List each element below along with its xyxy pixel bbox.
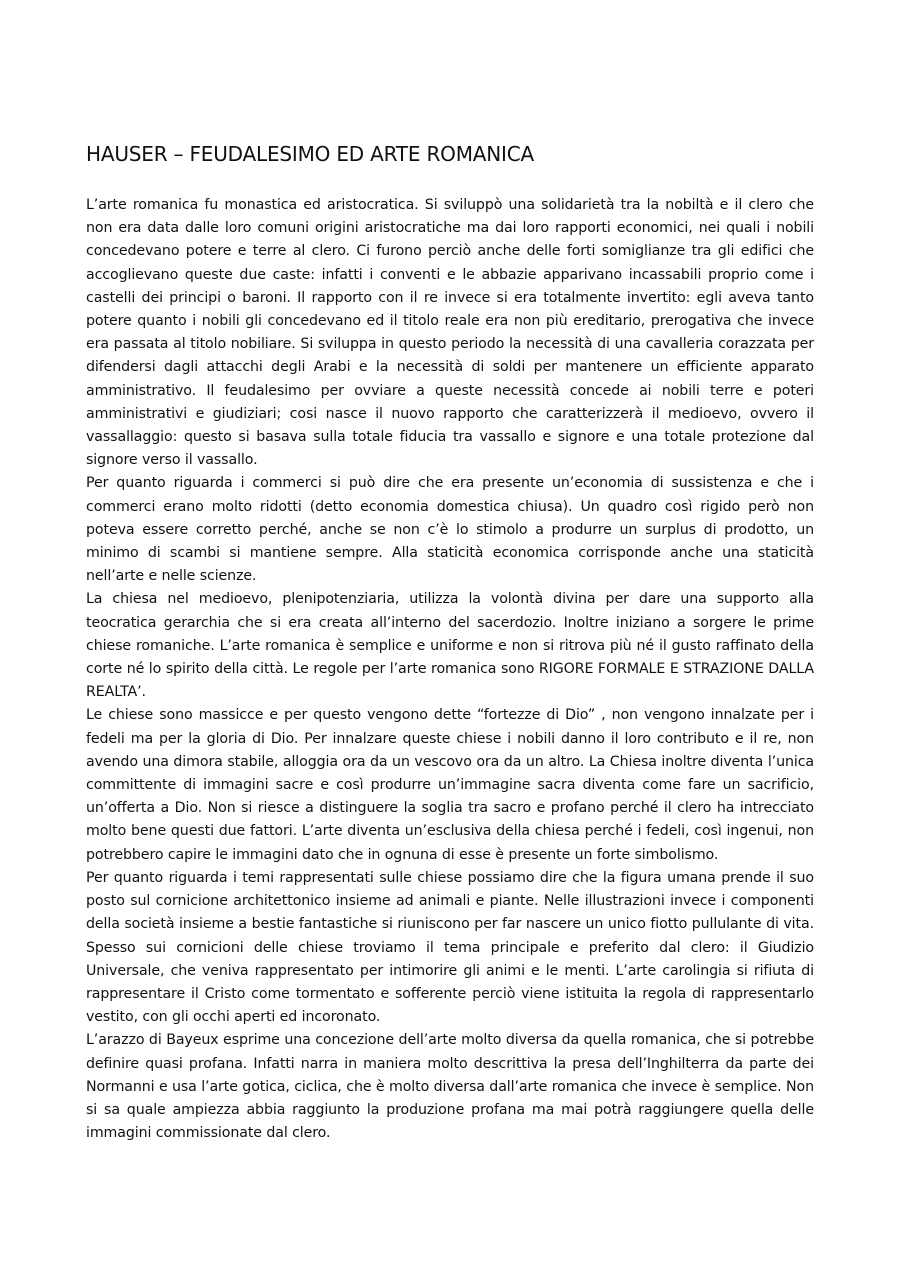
paragraph-churches-fortresses: Le chiese sono massicce e per questo vengono dette “fortezze di Dio” , non vengono innalzate per i fedeli ma per la gloria di Dio. Per innalzare queste chiese i nobili danno il loro contributo e il re, non avendo una dimora stabile, alloggia ora da un vescovo ora da un altro. La Chiesa inoltre diventa l’unica committente di immagini sacre e così produrre un’immagine sacra diventa come fare un sacrificio, un’offerta a Dio. Non si riesce a distinguere la soglia tra sacro e profano perché il clero ha intrecciato molto bene questi due fattori. L’arte diventa un’esclusiva della chiesa perché i fedeli, così ingenui, non potrebbero capire le immagini dato che in ognuna di esse è presente un forte simbolismo. [86, 707, 814, 863]
paragraph-commerce: Per quanto riguarda i commerci si può dire che era presente un’economia di sussistenza e che i commerci erano molto ridotti (detto economia domestica chiusa). Un quadro così rigido però non poteva essere corretto perché, anche se non c’è lo stimolo a produrre un surplus di prodotto, un minimo di scambi si mantiene sempre. Alla staticità economica corrisponde anche una staticità nell’arte e nelle scienze. [86, 475, 814, 585]
paragraph-church-medieval: La chiesa nel medioevo, plenipotenziaria, utilizza la volontà divina per dare una supporto alla teocratica gerarchia che si era creata all’interno del sacerdozio. Inoltre iniziano a sorgere le prime chiese romaniche. L’arte romanica è semplice e uniforme e non si ritrova più né il gusto raffinato della corte né lo spirito della città. Le regole per l’arte romanica sono RIGORE FORMALE E STRAZIONE DALLA REALTA’. [86, 591, 814, 701]
paragraph-bayeux-tapestry: L’arazzo di Bayeux esprime una concezione dell’arte molto diversa da quella romanica, che si potrebbe definire quasi profana. Infatti narra in maniera molto descrittiva la presa dell’Inghilterra da parte dei Normanni e usa l’arte gotica, ciclica, che è molto diversa dall’arte romanica che invece è semplice. Non si sa quale ampiezza abbia raggiunto la produzione profana ma mai potrà raggiungere quella delle immagini commissionate dal clero. [86, 1032, 814, 1142]
paragraph-themes: Per quanto riguarda i temi rappresentati sulle chiese possiamo dire che la figura umana prende il suo posto sul cornicione architettonico insieme ad animali e piante. Nelle illustrazioni invece i componenti della società insieme a bestie fantastiche si riuniscono per far nascere un unico fiotto pullulante di vita. Spesso sui cornicioni delle chiese troviamo il tema principale e preferito dal clero: il Giudizio Universale, che veniva rappresentato per intimorire gli animi e le menti. L’arte carolingia si rifiuta di rappresentare il Cristo come tormentato e sofferente perciò viene istituita la regola di rappresentarlo vestito, con gli occhi aperti ed incoronato. [86, 869, 814, 1026]
document-title: HAUSER – FEUDALESIMO ED ARTE ROMANICA [86, 142, 534, 166]
paragraph-feudal-aristocracy: L’arte romanica fu monastica ed aristocratica. Si sviluppò una solidarietà tra la nobiltà e il clero che non era data dalle loro comuni origini aristocratiche ma dai loro rapporti economici, nei quali i nobili concedevano potere e terre al clero. Ci furono perciò anche delle forti somiglianze tra gli edifici che accoglievano queste due caste: infatti i conventi e le abbazie apparivano incassabili proprio come i castelli dei principi o baroni. Il rapporto con il re invece si era totalmente invertito: egli aveva tanto potere quanto i nobili gli concedevano ed il titolo reale era non più ereditario, prerogativa che invece era passata al titolo nobiliare. Si sviluppa in questo periodo la necessità di una cavalleria corazzata per difendersi dagli attacchi degli Arabi e la necessità di soldi per mantenere un efficiente apparato amministrativo. Il feudalesimo per ovviare a queste necessità concede ai nobili terre e poteri amministrativi e giudiziari; cosi nasce il nuovo rapporto che caratterizzerà il medioevo, ovvero il vassallaggio: questo si basava sulla totale fiducia tra vassallo e signore e una totale protezione dal signore verso il vassallo. [86, 197, 814, 469]
document-body [86, 140, 814, 1145]
